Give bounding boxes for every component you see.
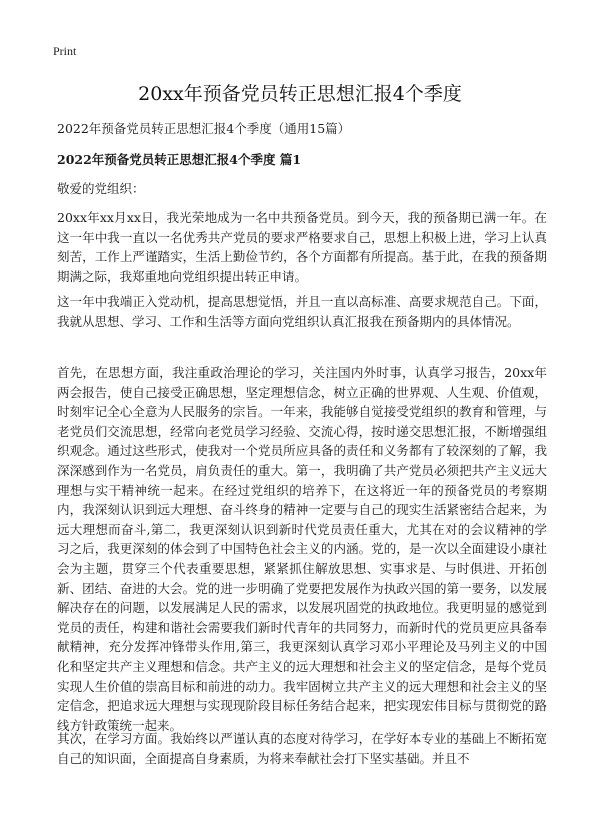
paragraph-overview: 这一年中我端正入党动机，提高思想觉悟，并且一直以高标准、高要求规范自己。下面，我就从思想、学习、工作和生活等方面向党组织认真汇报我在预备期内的具体情况。	[57, 294, 547, 329]
paragraph-study: 其次，在学习方面。我始终以严谨认真的态度对待学习，在学好本专业的基础上不断拓宽自己的知识面，全面提高自身素质，为将来奉献社会打下坚实基础。并且不	[57, 731, 547, 766]
print-link[interactable]: Print	[53, 44, 77, 58]
section-heading: 2022年预备党员转正思想汇报4个季度 篇1	[57, 152, 302, 167]
paragraph-thought: 首先，在思想方面，我注重政治理论的学习，关注国内外时事，认真学习报告，20xx年两会报告，使自己接受正确思想，坚定理想信念，树立正确的世界观、人生观、价值观，时刻牢记全心全意为人民服务的宗旨。一年来，我能够自觉接受党组织的教育和管理，与老党员们交流思想，经常向老党员学习经验、交流心得，按时递交思想汇报，不断增强组织观念。通过这些形式，使我对一个党员所应具备的责任和义务都有了较深刻的了解，我深深感到作为一名党员，肩负责任的重大。第一，我明确了共产党员必须把共产主义远大理想与实干精神统一起来。在经过党组织的培养下，在这将近一年的预备党员的考察期内，我深刻认识到远大理想、奋斗终身的精神一定要与自己的现实生活紧密结合起来，为远大理想而奋斗,第二，我更深刻认识到新时代党员责任重大，尤其在对的会议精神的学习之后，我更深刻的体会到了中国特色社会主义的内涵。党的，是一次以全面建设小康社会为主题，贯穿三个代表重要思想，紧紧抓住解放思想、实事求是、与时俱进、开拓创新、团结、奋进的大会。党的进一步明确了党要把发展作为执政兴国的第一要务，以发展解决存在的问题，以发展满足人民的需求，以发展巩固党的执政地位。我更明显的感觉到党员的责任，构建和谐社会需要我们新时代青年的共同努力，而新时代的党员更应具备奉献精神，充分发挥冲锋带头作用,第三，我更深刻认真学习邓小平理论及马列主义的中国化和坚定共产主义理想和信念。共产主义的远大理想和社会主义的坚定信念，是每个党员实现人生价值的崇高目标和前进的动力。我牢固树立共产主义的远大理想和社会主义的坚定信念，把追求远大理想与实现现阶段目标任务结合起来，把实现宏伟目标与贯彻党的路线方针政策统一起来。	[57, 365, 547, 733]
document-title: 20xx年预备党员转正思想汇报4个季度	[138, 83, 462, 105]
document-subtitle: 2022年预备党员转正思想汇报4个季度（通用15篇）	[57, 121, 351, 136]
paragraph-intro: 20xx年xx月xx日，我光荣地成为一名中共预备党员。到今天，我的预备期已满一年。在这一年中我一直以一名优秀共产党员的要求严格要求自己，思想上积极上进，学习上认真刻苦，工作上严谨踏实，生活上勤俭节约，各个方面都有所提高。基于此，在我的预备期期满之际，我郑重地向党组织提出转正申请。	[57, 210, 547, 284]
salutation: 敬爱的党组织：	[57, 181, 145, 196]
